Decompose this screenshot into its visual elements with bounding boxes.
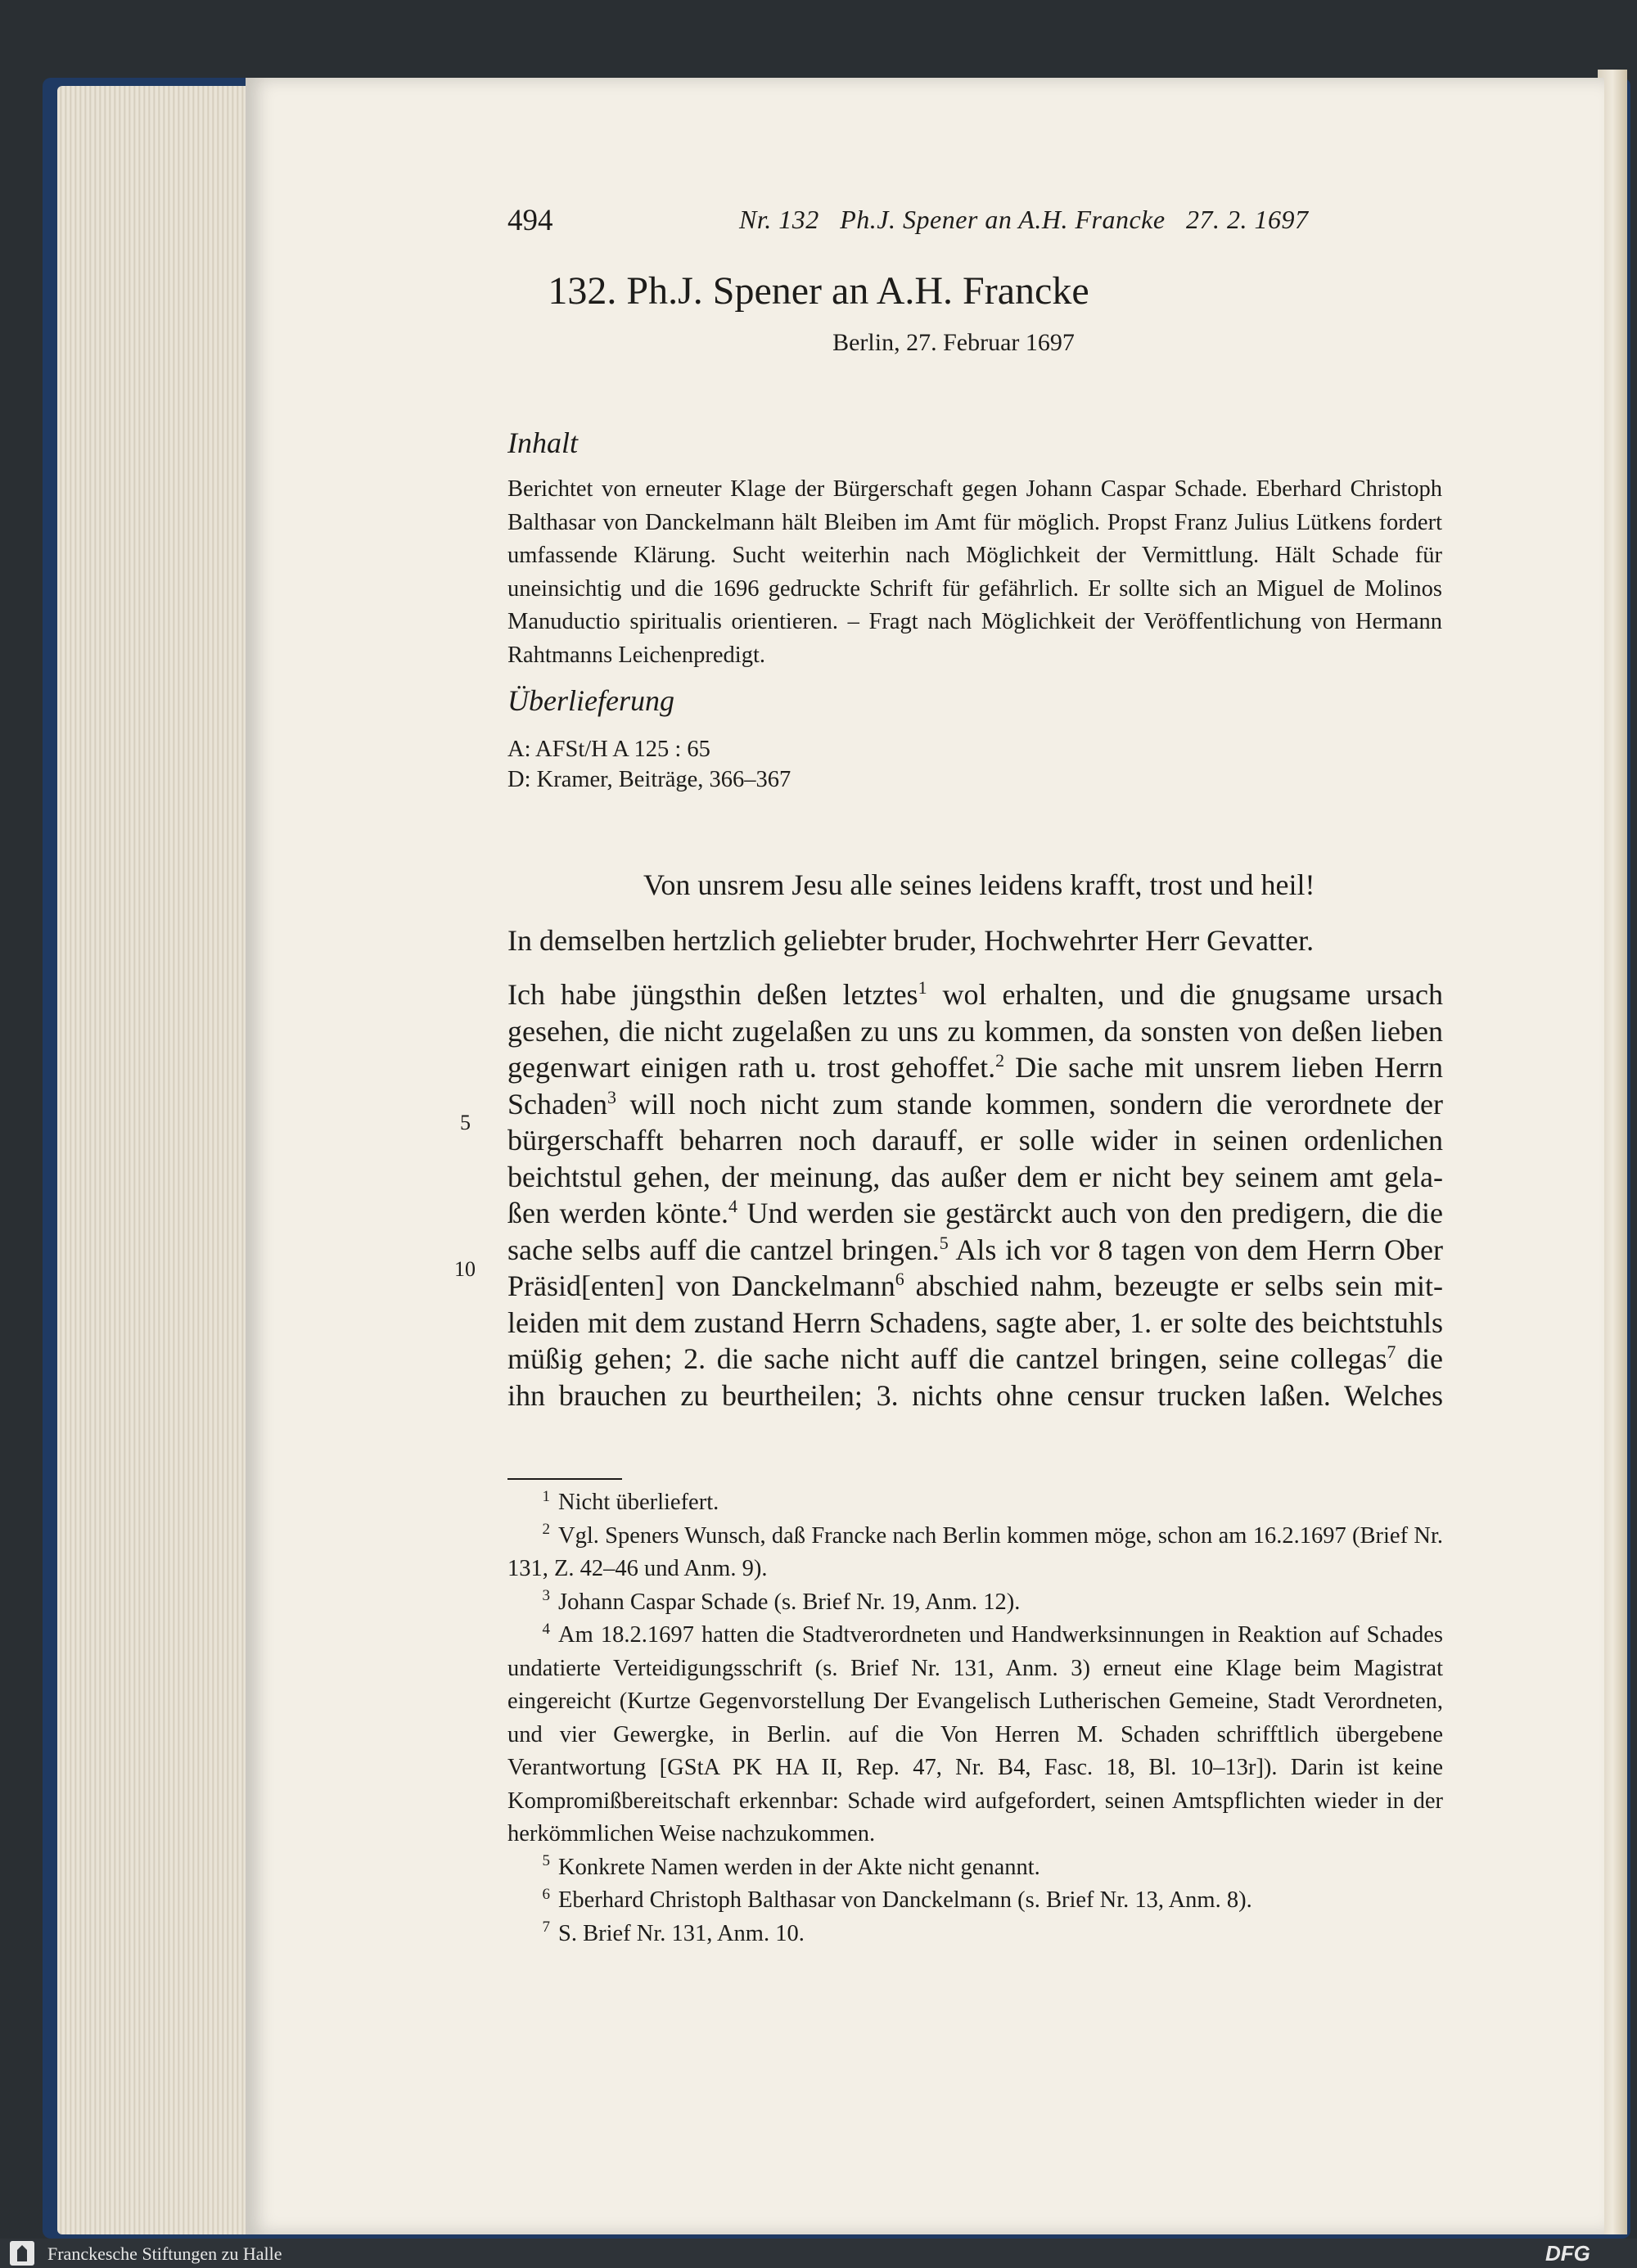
salutation-blessing: Von unsrem Jesu alle seines leidens krafft, trost und heil! — [643, 868, 1315, 901]
salutation-address: In demselben hertzlich geliebter bruder, Hochwehrter Herr Gevatter. — [507, 924, 1315, 957]
body-text: Präsid[enten] von Danckelmann — [507, 1269, 895, 1302]
footnote-text: Vgl. Speners Wunsch, daß Francke nach Berlin kommen möge, schon am 16.2.1697 (Brief Nr. 131, Z. 42–46 und Anm. 9). — [507, 1522, 1443, 1581]
letter-body — [507, 976, 1443, 1414]
footnote-text: Johann Caspar Schade (s. Brief Nr. 19, Anm. 12). — [558, 1589, 1021, 1615]
body-line: beichtstul gehen, der meinung, das außer dem er nicht bey seinem amt gela- — [507, 1160, 1443, 1193]
body-text: Als ich vor 8 tagen von dem Herrn Ober — [948, 1233, 1443, 1266]
body-text: Schaden — [507, 1087, 607, 1120]
letter-place-date: Berlin, 27. Februar 1697 — [832, 329, 1075, 356]
body-text: müßig gehen; 2. die sache nicht auff die cantzel bringen, seine collegas — [507, 1342, 1387, 1375]
footnote-ref: 3 — [607, 1086, 616, 1107]
page-number: 494 — [507, 204, 553, 237]
body-line: leiden mit dem zustand Herrn Schadens, sagte aber, 1. er solte des beichtstuhls — [507, 1305, 1443, 1339]
footnote: 3 Johann Caspar Schade (s. Brief Nr. 19, Anm. 12). — [542, 1587, 1021, 1615]
institution-logo-icon — [10, 2241, 34, 2266]
footnote-text: Am 18.2.1697 hatten die Stadtverordneten und Handwerksinnungen in Reaktion auf Schades undatierte Verteidigungsschrift (s. Brief Nr. 131, Anm. 3) erneut eine Klage beim Magistrat eingereicht (Kurtze Gegenvorstellung Der Evangelisch Lutherischen Gemeine, Stadt Verordneten, und vier Gewergke, in Berlin. auf die Von Herren M. Schaden schrifftlich übergebene Verantwortung [GStA PK HA II, Rep. 47, Nr. B4, Fasc. 18, Bl. 10–13r]). Darin ist keine Kompromißbereitschaft erkennbar: Schade wird aufgefordert, seinen Amtspflichten wieder in der herkömmlichen Weise nachzukommen. — [507, 1622, 1443, 1846]
body-text: gegenwart einigen rath u. trost gehoffet. — [507, 1051, 996, 1084]
footnote-ref: 2 — [995, 1050, 1005, 1071]
body-line — [507, 1341, 1443, 1377]
footnote: 2 Vgl. Speners Wunsch, daß Francke nach Berlin kommen möge, schon am 16.2.1697 (Brief Nr. 131, Z. 42–46 und Anm. 9). — [507, 1521, 1443, 1581]
ueberlieferung-heading: Überlieferung — [507, 684, 674, 717]
body-line: ihn brauchen zu beurtheilen; 3. nichts ohne censur trucken laßen. Welches — [507, 1378, 1443, 1412]
body-text: Und werden sie gestärckt auch von den predigern, die die — [737, 1197, 1443, 1229]
inhalt-summary: Berichtet von erneuter Klage der Bürgerschaft gegen Johann Caspar Schade. Eberhard Christoph Balthasar von Danckelmann hält Bleiben im Amt für möglich. Propst Franz Julius Lütkens fordert umfassende Klärung. Sucht weiterhin nach Möglichkeit der Vermittlung. Hält Schade für uneinsichtig und die 1696 gedruckte Schrift für gefährlich. Er sollte sich an Miguel de Molinos Manuductio spiritualis orientieren. – Fragt nach Möglichkeit der Veröffentlichung von Hermann Rahtmanns Leichenpredigt. — [507, 476, 1442, 668]
footnotes — [507, 1486, 1443, 1950]
footnote: 1 Nicht überliefert. — [542, 1487, 719, 1515]
body-line: gesehen, die nicht zugelaßen zu uns zu kommen, da sonsten von deßen lieben — [507, 1014, 1443, 1048]
page-edges — [57, 86, 270, 2234]
footnote: 4 Am 18.2.1697 hatten die Stadtverordneten und Handwerksinnungen in Reaktion auf Schades undatierte Verteidigungsschrift (s. Brief Nr. 131, Anm. 3) erneut eine Klage beim Magistrat eingereicht (Kurtze Gegenvorstellung Der Evangelisch Lutherischen Gemeine, Stadt Verordneten, und vier Gewergke, in Berlin. auf die Von Herren M. Schaden schrifftlich übergebene Verantwortung [GStA PK HA II, Rep. 47, Nr. B4, Fasc. 18, Bl. 10–13r]). Darin ist keine Kompromißbereitschaft erkennbar: Schade wird aufgefordert, seinen Amtspflichten wieder in der herkömmlichen Weise nachzukommen. — [507, 1620, 1443, 1846]
body-text: Ich habe jüngsthin deßen letztes — [507, 978, 918, 1011]
running-head: Nr. 132 Ph.J. Spener an A.H. Francke 27. 2. 1697 — [739, 205, 1309, 234]
footnote: 5 Konkrete Namen werden in der Akte nicht genannt. — [542, 1852, 1040, 1880]
footnote-ref: 5 — [939, 1232, 949, 1253]
body-text: will noch nicht zum stande kommen, sondern die verordnete der — [616, 1087, 1443, 1120]
footnote-ref: 6 — [895, 1269, 904, 1289]
body-line — [507, 1049, 1443, 1086]
body-text: ßen werden könte. — [507, 1197, 728, 1229]
body-text: sache selbs auff die cantzel bringen. — [507, 1233, 940, 1266]
footnote-text: Konkrete Namen werden in der Akte nicht genannt. — [558, 1854, 1040, 1880]
body-line — [507, 1268, 1443, 1305]
line-number-10: 10 — [454, 1257, 476, 1281]
inhalt-heading: Inhalt — [507, 426, 578, 459]
footnote-ref: 1 — [918, 977, 927, 998]
body-line — [507, 976, 1443, 1013]
footnote-text: Nicht überliefert. — [558, 1490, 719, 1515]
body-line — [507, 1195, 1443, 1232]
source-d: D: Kramer, Beiträge, 366–367 — [507, 767, 791, 792]
body-line — [507, 1086, 1443, 1123]
body-text: Die sache mit unsrem lieben Herrn — [1004, 1051, 1443, 1084]
footer-organization: Franckesche Stiftungen zu Halle — [47, 2243, 282, 2264]
footnote-ref: 7 — [1387, 1341, 1396, 1362]
body-text: abschied nahm, bezeugte er selbs sein mit- — [904, 1269, 1444, 1302]
footnote: 7 S. Brief Nr. 131, Anm. 10. — [542, 1919, 805, 1946]
body-line: bürgerschafft beharren noch darauff, er solle wider in seinen ordenlichen — [507, 1124, 1443, 1157]
dfg-logo: DFG — [1545, 2241, 1590, 2266]
footnote: 6 Eberhard Christoph Balthasar von Danckelmann (s. Brief Nr. 13, Anm. 8). — [542, 1885, 1252, 1913]
footnote-text: Eberhard Christoph Balthasar von Danckelmann (s. Brief Nr. 13, Anm. 8). — [558, 1887, 1252, 1913]
footnote-ref: 4 — [728, 1196, 737, 1216]
body-text: die — [1396, 1342, 1443, 1375]
source-a: A: AFSt/H A 125 : 65 — [507, 737, 710, 762]
line-number-5: 5 — [460, 1111, 471, 1134]
footnote-rule — [507, 1478, 622, 1480]
body-text: wol erhalten, und die gnugsame ursach — [927, 978, 1443, 1011]
body-line — [507, 1232, 1443, 1269]
footnote-text: S. Brief Nr. 131, Anm. 10. — [558, 1920, 805, 1946]
letter-title: 132. Ph.J. Spener an A.H. Francke — [548, 269, 1089, 313]
